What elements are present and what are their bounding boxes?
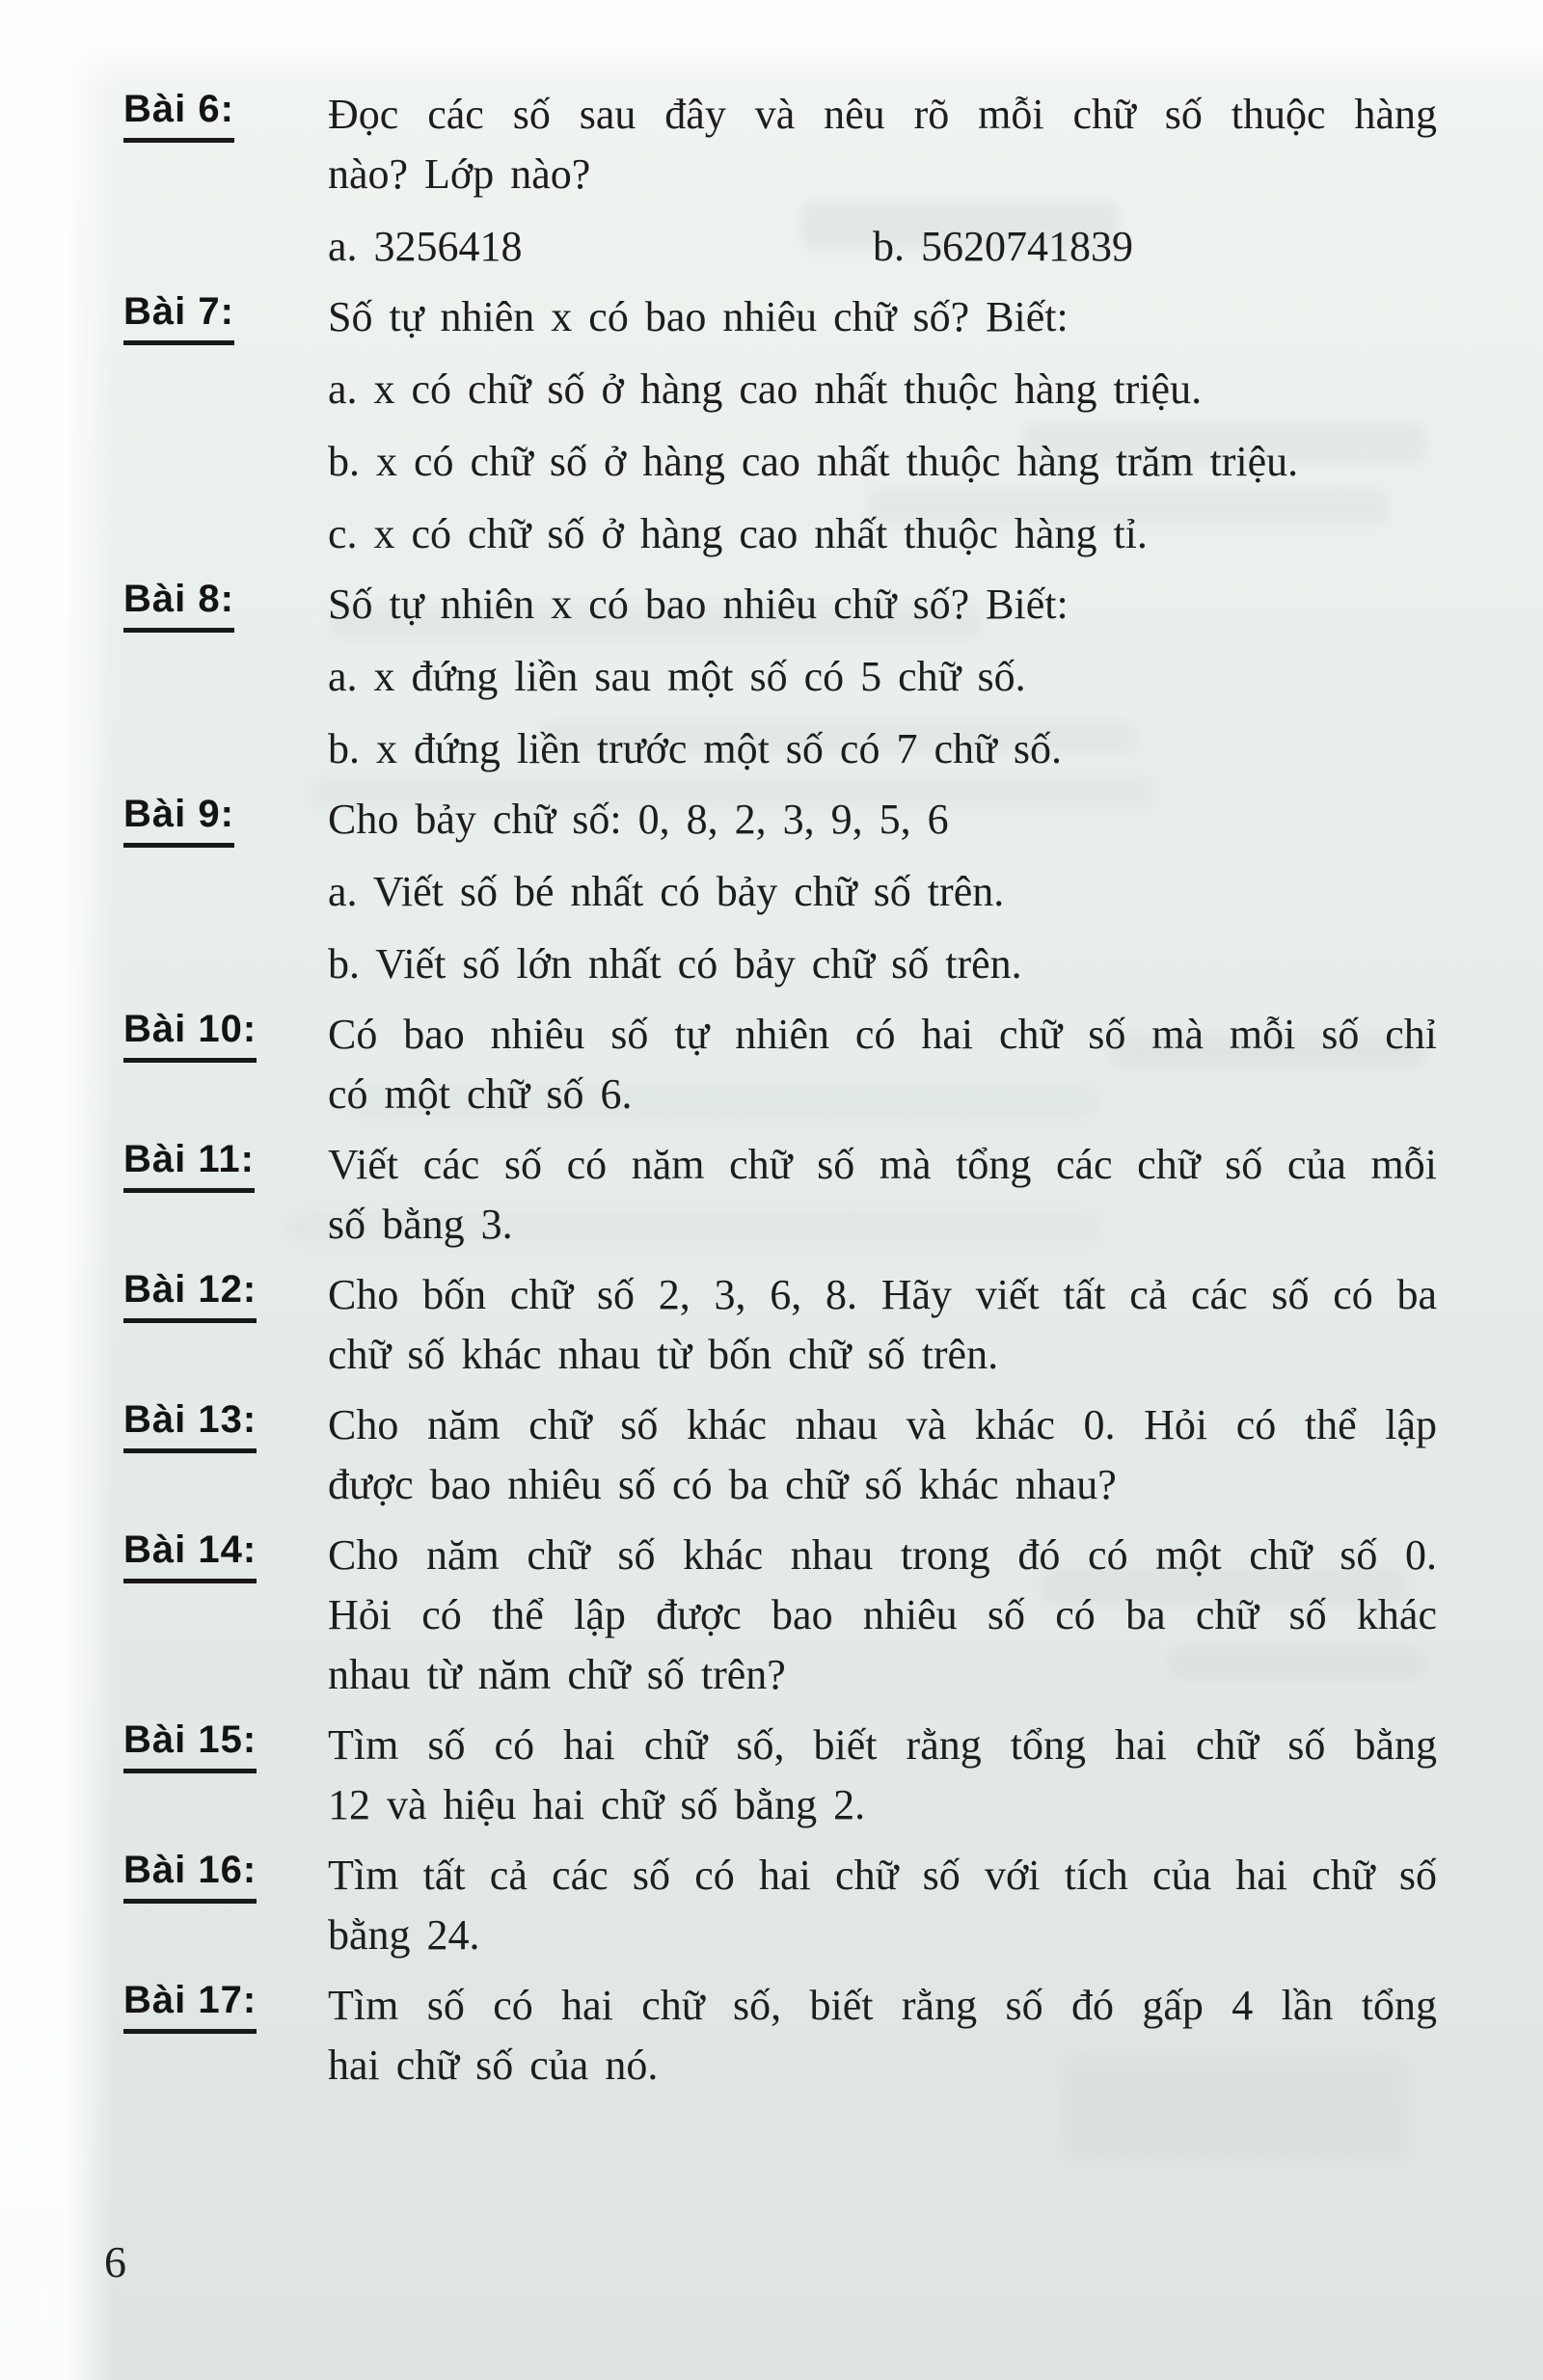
problem-label-column [123,790,328,848]
problem-body [328,1526,1437,1705]
problem-line: a. Viết số bé nhất có bảy chữ số trên. [328,868,1005,915]
problem-label-column [123,1265,328,1323]
problem-line: c. x có chữ số ở hàng cao nhất thuộc hàng tỉ. [328,510,1148,557]
problem-label: Bài 16: [123,1846,257,1904]
problem-line: 12 và hiệu hai chữ số bằng 2. [328,1781,866,1828]
problem-body [328,790,1437,994]
problem-line: b. Viết số lớn nhất có bảy chữ số trên. [328,940,1022,987]
problem-label-column [123,1395,328,1453]
problem-item [123,287,1437,564]
problem-body [328,1976,1437,2096]
problem-label: Bài 7: [123,287,234,345]
problem-label-column [123,287,328,345]
page-number: 6 [104,2237,126,2286]
problem-line: chữ số khác nhau từ bốn chữ số trên. [328,1331,999,1378]
problem-line [328,217,1437,277]
problem-label-column [123,1976,328,2034]
problem-body [328,575,1437,779]
problem-label-column [123,1005,328,1063]
problem-line: số bằng 3. [328,1201,513,1248]
problem-line: b. x đứng liền trước một số có 7 chữ số. [328,725,1062,772]
problem-line: có một chữ số 6. [328,1070,633,1118]
problem-line: Viết các số có năm chữ số mà tổng các chữ số của mỗi [328,1141,1437,1188]
problem-label: Bài 10: [123,1005,257,1063]
problem-line: Tìm số có hai chữ số, biết rằng tổng hai chữ số bằng [328,1721,1437,1769]
problem-body [328,1716,1437,1835]
problem-label: Bài 8: [123,575,234,633]
problem-line: Tìm tất cả các số có hai chữ số với tích của hai chữ số [328,1852,1437,1899]
problem-label: Bài 11: [123,1135,255,1193]
problem-item [123,1395,1437,1515]
problem-line: Có bao nhiêu số tự nhiên có hai chữ số mà mỗi số chỉ [328,1011,1437,1058]
problem-label-column [123,1135,328,1193]
problem-item [123,85,1437,277]
problem-label: Bài 17: [123,1976,257,2034]
problem-body [328,1846,1437,1965]
problem-label: Bài 15: [123,1716,257,1773]
problem-body [328,1005,1437,1124]
problem-body [328,1135,1437,1255]
problem-label-column [123,1716,328,1773]
problem-line: nhau từ năm chữ số trên? [328,1651,786,1698]
problem-line: Cho năm chữ số khác nhau và khác 0. Hỏi có thể lập [328,1401,1437,1448]
problem-line: Cho năm chữ số khác nhau trong đó có một chữ số 0. [328,1531,1437,1579]
problem-line: nào? Lớp nào? [328,150,591,198]
problem-label-column [123,1526,328,1583]
problem-line: Đọc các số sau đây và nêu rõ mỗi chữ số thuộc hàng [328,91,1437,138]
problem-line: Số tự nhiên x có bao nhiêu chữ số? Biết: [328,581,1069,628]
problem-body [328,1265,1437,1385]
problem-item [123,1265,1437,1385]
problem-item [123,1716,1437,1835]
problem-line: hai chữ số của nó. [328,2042,659,2089]
problem-item [123,1526,1437,1705]
problem-item [123,575,1437,779]
problem-line: được bao nhiêu số có ba chữ số khác nhau? [328,1461,1117,1508]
problem-line: Cho bốn chữ số 2, 3, 6, 8. Hãy viết tất cả các số có ba [328,1271,1437,1318]
problem-label: Bài 6: [123,85,234,143]
problem-item [123,1846,1437,1965]
problem-item [123,1976,1437,2096]
problem-body [328,85,1437,277]
problem-label: Bài 13: [123,1395,257,1453]
problem-item [123,790,1437,994]
problem-label: Bài 14: [123,1526,257,1583]
problem-line: Cho bảy chữ số: 0, 8, 2, 3, 9, 5, 6 [328,796,949,843]
problem-item [123,1135,1437,1255]
problem-line: a. x đứng liền sau một số có 5 chữ số. [328,653,1026,700]
problem-line: bằng 24. [328,1911,480,1959]
problem-label-column [123,1846,328,1904]
problem-body [328,1395,1437,1515]
problem-label: Bài 9: [123,790,234,848]
problem-line: b. x có chữ số ở hàng cao nhất thuộc hàng trăm triệu. [328,438,1299,485]
problem-body [328,287,1437,564]
problem-line: Hỏi có thể lập được bao nhiêu số có ba chữ số khác [328,1591,1437,1638]
problem-label-column [123,85,328,143]
problem-item [123,1005,1437,1124]
option-b: b. 5620741839 [873,223,1133,270]
problem-label-column [123,575,328,633]
problem-label: Bài 12: [123,1265,257,1323]
problem-line: Số tự nhiên x có bao nhiêu chữ số? Biết: [328,293,1069,340]
problem-line: a. x có chữ số ở hàng cao nhất thuộc hàng triệu. [328,365,1203,413]
problem-line: Tìm số có hai chữ số, biết rằng số đó gấp 4 lần tổng [328,1982,1437,2029]
option-a: a. 3256418 [328,223,523,270]
